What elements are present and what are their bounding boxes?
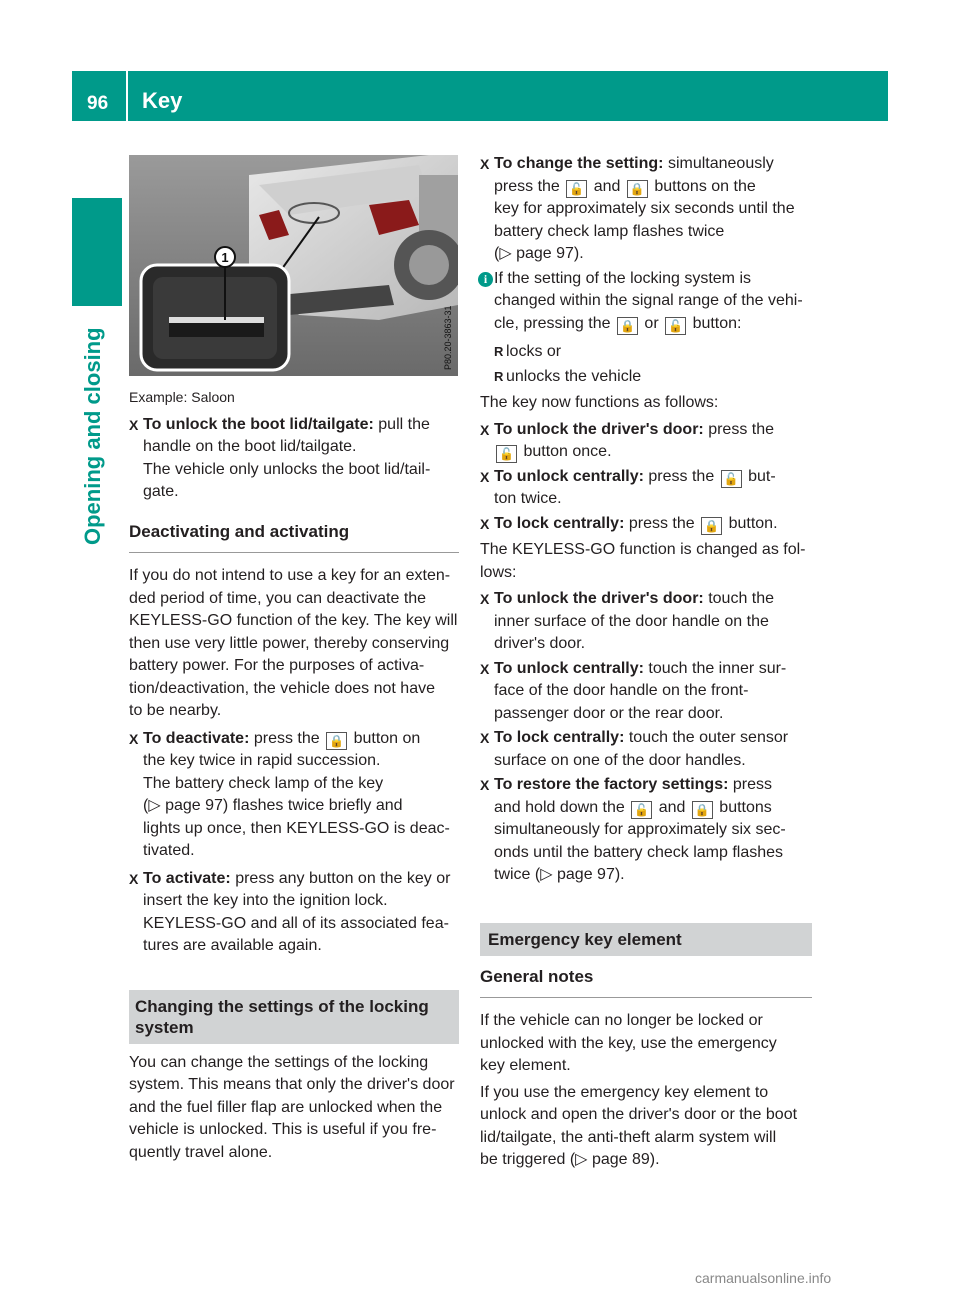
step-arrow-icon: X [129, 416, 139, 433]
right-column [480, 153, 812, 1172]
step-lead: To unlock the boot lid/tailgate: [143, 415, 374, 433]
step-arrow-icon: X [480, 730, 490, 746]
step-arrow-icon: X [129, 730, 139, 747]
car-illustration [129, 155, 458, 376]
step-deactivate: X To deactivate: press the 🔒 button on the key twice in rapid succession. The battery check lamp of the key (▷ page 97) flashes twice briefly and lights up once, then KEYLESS-GO is deac- tivated. [129, 729, 450, 859]
left-column [129, 386, 459, 1164]
page-ref-icon: ▷ [499, 245, 512, 262]
header-divider [126, 71, 128, 121]
step-arrow-icon: X [480, 468, 490, 485]
heading-deactivating: Deactivating and activating [129, 521, 459, 554]
list-item: R unlocks the vehicle [494, 366, 812, 389]
lock-icon: 🔒 [701, 517, 722, 535]
step-unlock-driver-door: X To unlock the driver's door: press the 🔓 button once. [480, 420, 775, 461]
lock-icon: 🔒 [617, 317, 638, 335]
unlock-icon: 🔓 [631, 801, 652, 819]
figure-caption: Example: Saloon [129, 389, 235, 405]
section-side-title: Opening and closing [80, 327, 105, 545]
heading-general-notes: General notes [480, 966, 812, 999]
step-arrow-icon: X [480, 777, 490, 793]
bullet-icon: R [494, 344, 504, 359]
heading-emergency-key: Emergency key element [480, 923, 812, 956]
step-arrow-icon: X [129, 870, 139, 887]
step-arrow-icon: X [480, 660, 490, 677]
step-arrow-icon: X [480, 515, 490, 532]
step-activate: X To activate: press any button on the key or insert the key into the ignition lock. KEYLESS-GO and all of its associated fea- tures are available again. [129, 869, 451, 954]
unlock-icon: 🔓 [665, 317, 686, 335]
general-notes-text-2: If you use the emergency key element to unlock and open the driver's door or the boot lid/tailgate, the anti-theft alarm system will be triggered (▷ page 89). [480, 1083, 798, 1168]
page-ref-icon: ▷ [540, 866, 553, 883]
step-arrow-icon: X [480, 156, 490, 172]
step-restore-factory: X To restore the factory settings: press and hold down the 🔓 and 🔒 buttons simultaneously for approximately six sec- onds until the battery check lamp flashes twice (▷ page 97). [480, 776, 786, 883]
step-kg-unlock-driver-door: X To unlock the driver's door: touch the inner surface of the door handle on the driver's door. [480, 590, 775, 652]
page-number: 96 [87, 93, 109, 114]
unlock-icon: 🔓 [496, 445, 517, 463]
heading-changing-settings: Changing the settings of the locking system [129, 990, 459, 1044]
info-icon: i [478, 272, 493, 287]
step-kg-lock-centrally: X To lock centrally: touch the outer sensor surface on one of the door handles. [480, 729, 789, 769]
step-arrow-icon: X [480, 591, 490, 607]
chapter-title: Key [142, 88, 183, 113]
list-item: R locks or [494, 341, 812, 364]
car-boot-figure [129, 155, 458, 376]
keyless-go-intro: The KEYLESS-GO function is changed as fol- lows: [480, 541, 806, 581]
step-arrow-icon: X [480, 421, 490, 438]
step-unlock-boot: X To unlock the boot lid/tailgate: pull the handle on the boot lid/tailgate. The vehicle only unlocks the boot lid/tail- gate. [129, 415, 431, 500]
unlock-icon: 🔓 [721, 470, 742, 488]
key-functions-intro: The key now functions as follows: [480, 394, 719, 411]
lock-icon: 🔒 [627, 180, 648, 198]
page-header [72, 71, 888, 121]
figure-code: P80.20-3863-31 [443, 305, 453, 370]
changing-settings-text: You can change the settings of the locking system. This means that only the driver's door and the fuel filler flap are unlocked when the vehicle is unlocked. This is useful if you fre- quently travel alone. [129, 1053, 455, 1161]
step-change-setting: X To change the setting: simultaneously press the 🔓 and 🔒 buttons on the key for approximately six seconds until the battery check lamp flashes twice (▷ page 97). [480, 155, 795, 262]
unlock-icon: 🔓 [566, 180, 587, 198]
step-kg-unlock-centrally: X To unlock centrally: touch the inner sur- face of the door handle on the front- passenger door or the rear door. [480, 659, 787, 722]
step-lock-centrally: X To lock centrally: press the 🔒 button. [480, 513, 812, 536]
watermark: carmanualsonline.info [695, 1270, 832, 1286]
figure-callout: 1 [221, 250, 229, 265]
info-note: i If the setting of the locking system is changed within the signal range of the vehi- cle, pressing the 🔒 or 🔓 button: R locks or R unlocks the vehicle [480, 268, 812, 389]
page-ref-icon: ▷ [148, 797, 161, 814]
page-ref-icon: ▷ [575, 1151, 588, 1168]
lock-icon: 🔒 [692, 801, 713, 819]
step-unlock-centrally: X To unlock centrally: press the 🔓 but- ton twice. [480, 467, 776, 507]
bullet-icon: R [494, 368, 504, 384]
lock-icon: 🔒 [326, 732, 347, 750]
general-notes-text: If the vehicle can no longer be locked or unlocked with the key, use the emergency key element. [480, 1012, 777, 1074]
deactivate-intro: If you do not intend to use a key for an exten- ded period of time, you can deactivate the KEYLESS-GO function of the key. The key will then use very little power, thereby conserving battery power. For the purposes of activa- tion/deactivation, the vehicle does not have to be nearby. [129, 567, 458, 719]
